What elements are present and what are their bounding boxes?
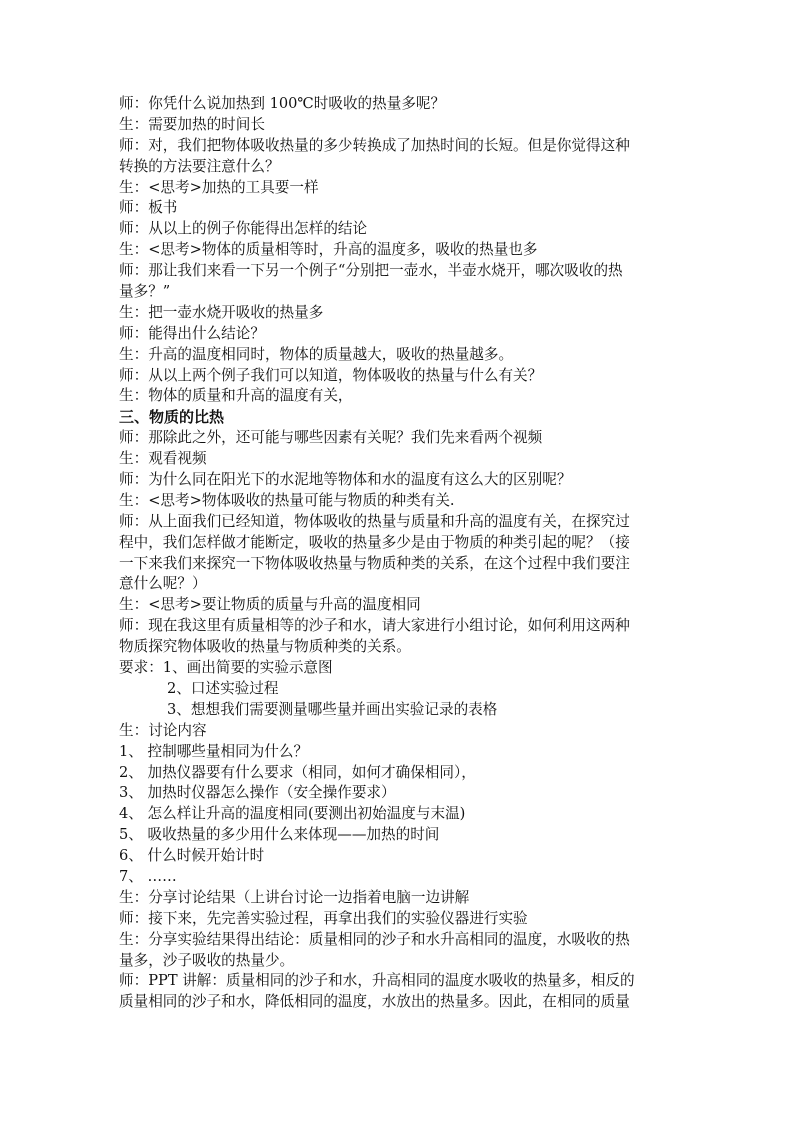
text-line: 生：讨论内容 — [119, 721, 207, 739]
text-line: 师：为什么同在阳光下的水泥地等物体和水的温度有这么大的区别呢？ — [119, 471, 572, 489]
text-line: 生：<思考>加热的工具要一样 — [119, 178, 319, 196]
text-line: 师：从上面我们已经知道，物体吸收的热量与质量和升高的温度有关，在探究过 — [119, 512, 630, 530]
requirement-line: 要求：1、画出简要的实验示意图 — [119, 659, 333, 677]
text-line: 师：对，我们把物体吸收热量的多少转换成了加热时间的长短。但是你觉得这种 — [119, 136, 630, 154]
list-item: 2、 加热仪器要有什么要求（相同，如何才确保相同）， — [119, 763, 476, 781]
text-line: 师：PPT 讲解：质量相同的沙子和水，升高相同的温度水吸收的热量多，相反的 — [119, 972, 635, 990]
text-line: 师：那让我们来看一下另一个例子“分别把一壶水，半壶水烧开，哪次吸收的热 — [119, 262, 623, 280]
requirement-line: 3、想想我们需要测量哪些量并画出实验记录的表格 — [167, 700, 498, 718]
text-line: 师：能得出什么结论？ — [119, 324, 265, 342]
document-page — [119, 94, 679, 1013]
list-item: 1、 控制哪些量相同为什么？ — [119, 742, 309, 760]
text-line: 师：板书 — [119, 199, 178, 217]
text-line: 生：<思考>要让物质的质量与升高的温度相同 — [119, 596, 421, 614]
text-line: 师：接下来，先完善实验过程，再拿出我们的实验仪器进行实验 — [119, 909, 528, 927]
requirement-line: 2、口述实验过程 — [167, 679, 279, 697]
text-line: 意什么呢？） — [119, 575, 207, 593]
text-line: 物质探究物体吸收的热量与物质种类的关系。 — [119, 638, 411, 656]
text-line: 生：<思考>物体吸收的热量可能与物质的种类有关. — [119, 491, 455, 509]
text-line: 转换的方法要注意什么？ — [119, 157, 280, 175]
text-line: 师：你凭什么说加热到 100℃时吸收的热量多呢？ — [119, 95, 446, 112]
text-line: 一下来我们来探究一下物体吸收热量与物质种类的关系，在这个过程中我们要注 — [119, 554, 630, 572]
text-line: 生：观看视频 — [119, 450, 207, 468]
text-line: 生：<思考>物体的质量相等时，升高的温度多，吸收的热量也多 — [119, 241, 538, 259]
text-line: 质量相同的沙子和水，降低相同的温度，水放出的热量多。因此，在相同的质量 — [119, 993, 630, 1011]
text-line: 生：物体的质量和升高的温度有关， — [119, 387, 353, 405]
text-line: 生：需要加热的时间长 — [119, 115, 265, 133]
text-line: 师：从以上两个例子我们可以知道，物体吸收的热量与什么有关？ — [119, 366, 543, 384]
list-item: 6、 什么时候开始计时 — [119, 847, 265, 865]
list-item: 5、 吸收热量的多少用什么来体现——加热的时间 — [119, 826, 440, 844]
text-line: 师：那除此之外，还可能与哪些因素有关呢？我们先来看两个视频 — [119, 429, 543, 447]
text-line: 生：分享讨论结果（上讲台讨论一边指着电脑一边讲解 — [119, 888, 470, 906]
text-line: 量多？” — [119, 283, 171, 301]
text-line: 生：把一壶水烧开吸收的热量多 — [119, 303, 324, 321]
text-line: 程中，我们怎样做才能断定，吸收的热量多少是由于物质的种类引起的呢？（接 — [119, 533, 630, 551]
text-line: 师：从以上的例子你能得出怎样的结论 — [119, 220, 368, 238]
text-line: 量多，沙子吸收的热量少。 — [119, 951, 295, 969]
text-line: 生：升高的温度相同时，物体的质量越大，吸收的热量越多。 — [119, 345, 514, 363]
text-line: 师：现在我这里有质量相等的沙子和水，请大家进行小组讨论，如何利用这两种 — [119, 617, 630, 635]
list-item: 7、 …… — [119, 867, 177, 885]
section-heading: 三、物质的比热 — [119, 408, 225, 427]
list-item: 3、 加热时仪器怎么操作（安全操作要求） — [119, 784, 396, 802]
text-line: 生：分享实验结果得出结论：质量相同的沙子和水升高相同的温度，水吸收的热 — [119, 930, 630, 948]
list-item: 4、 怎么样让升高的温度相同(要测出初始温度与末温) — [119, 805, 466, 823]
